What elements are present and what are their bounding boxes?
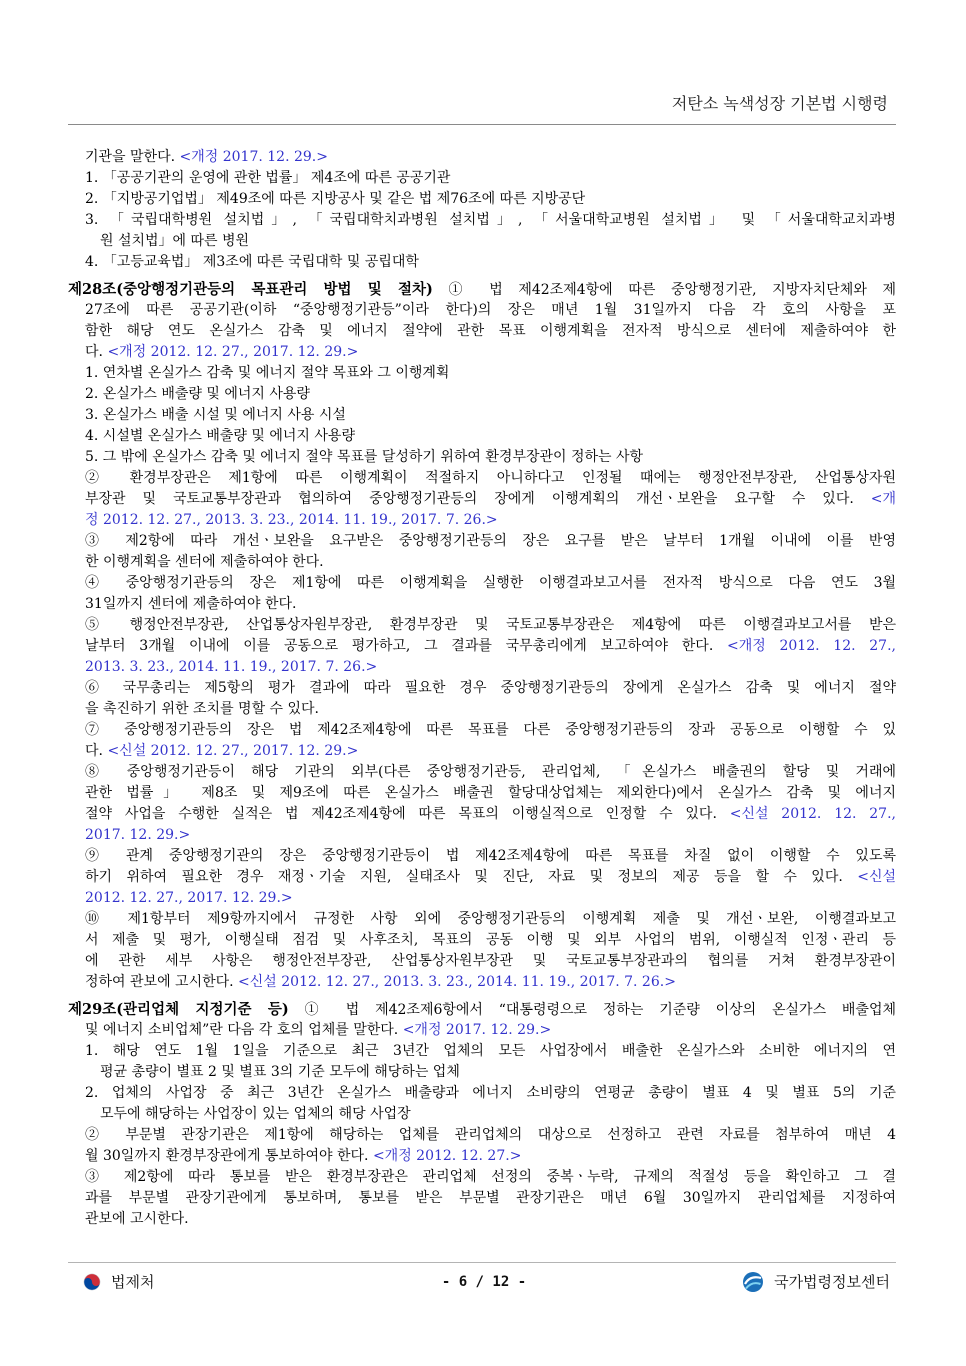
government-emblem-icon — [83, 1273, 101, 1291]
line-text: 에 관한 세부 사항은 행정안전부장관, 산업통상자원부장관 및 국토교통부장관과의 협의를 거쳐 환경부장관이 — [85, 953, 896, 969]
text-line — [68, 1104, 896, 1125]
amendment-note: <개정 2012. 12. 27., — [727, 638, 896, 654]
amendment-note: <개 — [870, 491, 896, 507]
text-line — [68, 573, 896, 594]
text-line — [68, 1062, 896, 1083]
law-title: 저탄소 녹색성장 기본법 시행령 — [671, 94, 888, 113]
amendment-note: <신설 2012. 12. 27., 2013. 3. 23., 2014. 11. 19., 2017. 7. 26.> — [238, 974, 676, 990]
amendment-note: 정 2012. 12. 27., 2013. 3. 23., 2014. 11. 19., 2017. 7. 26.> — [85, 512, 498, 528]
line-text: 날부터 3개월 이내에 이를 공동으로 평가하고, 그 결과를 국무총리에게 보고하여야 한다. — [85, 638, 727, 654]
line-text: 원 설치법」에 따른 병원 — [100, 233, 250, 249]
text-line — [68, 531, 896, 552]
article-title: 제29조(관리업체 지정기준 등) — [68, 1001, 289, 1018]
line-text: 2. 「지방공기업법」 제49조에 따른 지방공사 및 같은 법 제76조에 따른 지방공단 — [85, 191, 586, 207]
text-line — [68, 231, 896, 252]
text-line — [68, 741, 896, 762]
text-line — [68, 972, 896, 993]
item-block — [68, 189, 896, 210]
continuation-block — [68, 147, 896, 168]
text-line — [68, 930, 896, 951]
article-block — [68, 999, 896, 1041]
line-text: ⑤ 행정안전부장관, 산업통상자원부장관, 환경부장관 및 국토교통부장관은 제4항에 따른 이행결과보고서를 받은 — [85, 617, 896, 633]
text-line — [68, 1167, 896, 1188]
line-text: 다. — [85, 344, 108, 360]
amendment-note: <개정 2017. 12. 29.> — [402, 1022, 552, 1038]
line-text: 다. — [85, 743, 108, 759]
line-text: 1. 연차별 온실가스 감축 및 에너지 절약 목표와 그 이행계획 — [85, 365, 450, 381]
line-text: 평균 총량이 별표 2 및 별표 3의 기준 모두에 해당하는 업체 — [100, 1064, 460, 1080]
text-line — [68, 594, 896, 615]
text-line — [68, 510, 896, 531]
line-text: ⑧ 중앙행정기관등이 해당 기관의 외부(다른 중앙행정기관등, 관리업체, 「온실가스 배출권의 할당 및 거래에 — [85, 764, 896, 780]
line-text: 관한 법률」 제8조 및 제9조에 따른 온실가스 배출권 할당대상업체는 제외한다)에서 온실가스 감축 및 에너지 — [85, 785, 896, 801]
line-text: 3. 온실가스 배출 시설 및 에너지 사용 시설 — [85, 407, 346, 423]
line-text: 2. 온실가스 배출량 및 에너지 사용량 — [85, 386, 310, 402]
text-line — [68, 999, 896, 1020]
text-line — [68, 825, 896, 846]
footer-publisher — [83, 1270, 154, 1294]
running-header — [388, 92, 888, 116]
text-line — [68, 342, 896, 363]
paragraph-block — [68, 678, 896, 720]
item-block — [68, 168, 896, 189]
line-text: ⑨ 관계 중앙행정기관의 장은 중앙행정기관등이 법 제42조제4항에 따른 목표를 차질 없이 이행할 수 있도록 — [85, 848, 896, 864]
line-text: 2. 업체의 사업장 중 최근 3년간 온실가스 배출량과 에너지 소비량의 연평균 총량이 별표 4 및 별표 5의 기준 — [85, 1085, 896, 1101]
line-text: 1. 해당 연도 1월 1일을 기준으로 최근 3년간 업체의 모든 사업장에서 배출한 온실가스와 소비한 에너지의 연 — [85, 1043, 896, 1059]
line-text: ③ 제2항에 따라 개선ㆍ보완을 요구받은 중앙행정기관등의 장은 요구를 받은 날부터 1개월 이내에 이를 반영 — [85, 533, 896, 549]
line-text: 모두에 해당하는 사업장이 있는 업체의 해당 사업장 — [100, 1106, 411, 1122]
item-block — [68, 405, 896, 426]
line-text: ④ 중앙행정기관등의 장은 제1항에 따른 이행계획을 실행한 이행결과보고서를 전자적 방식으로 다음 연도 3월 — [85, 575, 896, 591]
footer-source — [742, 1269, 890, 1295]
text-line — [68, 636, 896, 657]
line-text: 27조에 따른 공공기관(이하 “중앙행정기관등”이라 한다)의 장은 매년 1월 31일까지 다음 각 호의 사항을 포 — [85, 302, 896, 318]
text-line — [68, 951, 896, 972]
paragraph-block — [68, 720, 896, 762]
item-block — [68, 426, 896, 447]
text-line — [68, 447, 896, 468]
article-block — [68, 279, 896, 363]
line-text: 부장관 및 국토교통부장관과 협의하여 중앙행정기관등의 장에게 이행계획의 개선ㆍ보완을 요구할 수 있다. — [85, 491, 871, 507]
line-text: ③ 제2항에 따라 통보를 받은 환경부장관은 관리업체 선정의 중복ㆍ누락, 규제의 적절성 등을 확인하고 그 결 — [85, 1169, 896, 1185]
line-text: 및 에너지 소비업체”란 다음 각 호의 업체를 말한다. — [85, 1022, 403, 1038]
amendment-note: <신설 2012. 12. 27., — [729, 806, 896, 822]
line-text: 1. 「공공기관의 운영에 관한 법률」 제4조에 따른 공공기관 — [85, 170, 451, 186]
footer-divider — [68, 1262, 896, 1263]
text-line — [68, 1146, 896, 1167]
line-text: 4. 시설별 온실가스 배출량 및 에너지 사용량 — [85, 428, 355, 444]
text-line — [68, 405, 896, 426]
text-line — [68, 615, 896, 636]
amendment-note: <개정 2017. 12. 29.> — [179, 149, 328, 165]
text-line — [68, 300, 896, 321]
paragraph-block — [68, 573, 896, 615]
text-line — [68, 1209, 896, 1230]
text-line — [68, 252, 896, 273]
line-text: 기관을 말한다. — [85, 149, 180, 165]
line-text: 을 촉진하기 위한 조치를 명할 수 있다. — [85, 701, 320, 717]
text-line — [68, 321, 896, 342]
amendment-note: 2013. 3. 23., 2014. 11. 19., 2017. 7. 26.> — [85, 659, 378, 675]
line-text: ⑩ 제1항부터 제9항까지에서 규정한 사항 외에 중앙행정기관등의 이행계획 제출 및 개선ㆍ보완, 이행결과보고 — [85, 911, 896, 927]
line-text: 정하여 관보에 고시한다. — [85, 974, 239, 990]
text-line — [68, 279, 896, 300]
line-text: 5. 그 밖에 온실가스 감축 및 에너지 절약 목표를 달성하기 위하여 환경부장관이 정하는 사항 — [85, 449, 644, 465]
text-line — [68, 867, 896, 888]
item-block — [68, 210, 896, 252]
line-text: ① 법 제42조제6항에서 “대통령령으로 정하는 기준량 이상의 온실가스 배출업체 — [288, 1002, 896, 1018]
text-line — [68, 552, 896, 573]
line-text: 월 30일까지 환경부장관에게 통보하여야 한다. — [85, 1148, 373, 1164]
text-line — [68, 1188, 896, 1209]
text-line — [68, 1125, 896, 1146]
amendment-note: <개정 2012. 12. 27.> — [372, 1148, 522, 1164]
line-text: 함한 해당 연도 온실가스 감축 및 에너지 절약에 관한 목표 이행계획을 전자적 방식으로 센터에 제출하여야 한 — [85, 323, 896, 339]
amendment-note: <신설 2012. 12. 27., 2017. 12. 29.> — [107, 743, 359, 759]
line-text: 과를 부문별 관장기관에게 통보하며, 통보를 받은 부문별 관장기관은 매년 6월 30일까지 관리업체를 지정하여 — [85, 1190, 896, 1206]
text-line — [68, 888, 896, 909]
line-text: ② 부문별 관장기관은 제1항에 해당하는 업체를 관리업체의 대상으로 선정하고 관련 자료를 첨부하여 매년 4 — [85, 1127, 896, 1143]
text-line — [68, 720, 896, 741]
law-information-center-logo-icon — [742, 1271, 764, 1293]
paragraph-block — [68, 468, 896, 531]
text-line — [68, 699, 896, 720]
header-divider — [68, 124, 896, 125]
line-text: 절약 사업을 수행한 실적은 법 제42조제4항에 따른 목표의 이행실적으로 인정할 수 있다. — [85, 806, 730, 822]
text-line — [68, 489, 896, 510]
text-line — [68, 909, 896, 930]
line-text: ② 환경부장관은 제1항에 따른 이행계획이 적절하지 아니하다고 인정될 때에는 행정안전부장관, 산업통상자원 — [85, 470, 896, 486]
document-body — [68, 147, 896, 1230]
text-line — [68, 678, 896, 699]
text-line — [68, 846, 896, 867]
article-title: 제28조(중앙행정기관등의 목표관리 방법 및 절차) — [68, 281, 433, 298]
paragraph-block — [68, 909, 896, 993]
paragraph-block — [68, 615, 896, 678]
text-line — [68, 762, 896, 783]
text-line — [68, 189, 896, 210]
item-block — [68, 252, 896, 273]
text-line — [68, 363, 896, 384]
text-line — [68, 1020, 896, 1041]
paragraph-block — [68, 846, 896, 909]
text-line — [68, 804, 896, 825]
text-line — [68, 1041, 896, 1062]
paragraph-block — [68, 1167, 896, 1230]
line-text: ① 법 제42조제4항에 따른 중앙행정기관, 지방자치단체와 제 — [432, 282, 896, 298]
publisher-label: 법제처 — [111, 1273, 155, 1291]
text-line — [68, 168, 896, 189]
page-number: - 6 / 12 - — [441, 1274, 527, 1290]
text-line — [68, 1083, 896, 1104]
item-block — [68, 363, 896, 384]
amendment-note: 2017. 12. 29.> — [85, 827, 191, 843]
line-text: 관보에 고시한다. — [85, 1211, 189, 1227]
line-text: 서 제출 및 평가, 이행실태 점검 및 사후조치, 목표의 공동 이행 및 외부 사업의 범위, 이행실적 인정ㆍ관리 등 — [85, 932, 896, 948]
line-text: 한 이행계획을 센터에 제출하여야 한다. — [85, 554, 324, 570]
line-text: ⑥ 국무총리는 제5항의 평가 결과에 따라 필요한 경우 중앙행정기관등의 장에게 온실가스 감축 및 에너지 절약 — [85, 680, 896, 696]
paragraph-block — [68, 531, 896, 573]
amendment-note: <신설 — [857, 869, 896, 885]
source-label: 국가법령정보센터 — [774, 1273, 890, 1291]
text-line — [68, 210, 896, 231]
text-line — [68, 147, 896, 168]
item-block — [68, 447, 896, 468]
item-block — [68, 384, 896, 405]
line-text: ⑦ 중앙행정기관등의 장은 법 제42조제4항에 따른 목표를 다른 중앙행정기관등의 장과 공동으로 이행할 수 있 — [85, 722, 896, 738]
item-block — [68, 1041, 896, 1083]
text-line — [68, 783, 896, 804]
paragraph-block — [68, 1125, 896, 1167]
text-line — [68, 468, 896, 489]
text-line — [68, 426, 896, 447]
amendment-note: <개정 2012. 12. 27., 2017. 12. 29.> — [107, 344, 359, 360]
text-line — [68, 657, 896, 678]
amendment-note: 2012. 12. 27., 2017. 12. 29.> — [85, 890, 293, 906]
text-line — [68, 384, 896, 405]
line-text: 하기 위하여 필요한 경우 재정ㆍ기술 지원, 실태조사 및 진단, 자료 및 정보의 제공 등을 할 수 있다. — [85, 869, 858, 885]
line-text: 3. 「국립대학병원 설치법」, 「국립대학치과병원 설치법」, 「서울대학교병원 설치법」 및 「서울대학교치과병 — [85, 212, 896, 228]
item-block — [68, 1083, 896, 1125]
line-text: 4. 「고등교육법」 제3조에 따른 국립대학 및 공립대학 — [85, 254, 419, 270]
line-text: 31일까지 센터에 제출하여야 한다. — [85, 596, 297, 612]
paragraph-block — [68, 762, 896, 846]
